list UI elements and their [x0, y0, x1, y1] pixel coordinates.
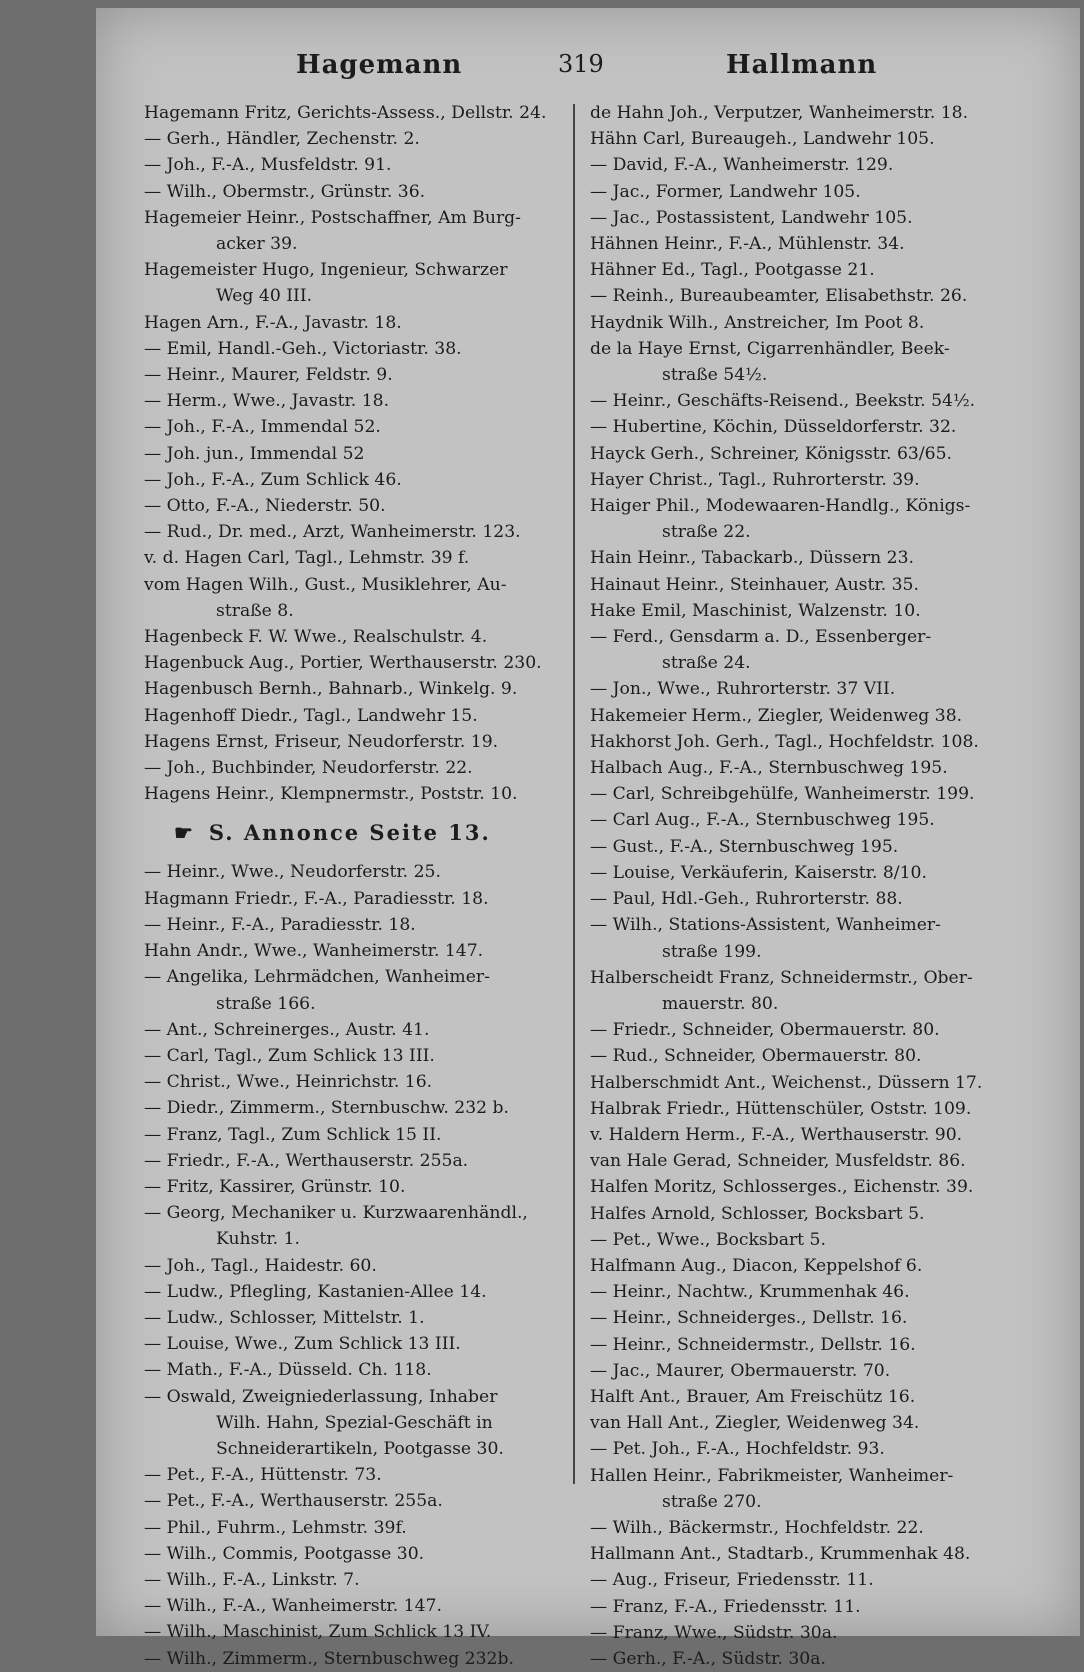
directory-entry: — Paul, Hdl.-Geh., Ruhrorterstr. 88.: [590, 889, 903, 910]
directory-entry: — Diedr., Zimmerm., Sternbuschw. 232 b.: [144, 1098, 509, 1119]
annonce-text: S. Annonce Seite 13.: [208, 820, 491, 846]
directory-entry: — Jac., Former, Landwehr 105.: [590, 181, 861, 202]
directory-entry: — Franz, Wwe., Südstr. 30a.: [590, 1622, 838, 1643]
directory-entry: Hahn Andr., Wwe., Wanheimerstr. 147.: [144, 941, 484, 962]
directory-entry: — Gust., F.-A., Sternbuschweg 195.: [590, 836, 899, 857]
directory-entry: Hayck Gerh., Schreiner, Königsstr. 63/65.: [590, 443, 952, 464]
entry-continuation: straße 166.: [216, 993, 316, 1014]
directory-entry: Halfmann Aug., Diacon, Keppelshof 6.: [590, 1255, 923, 1276]
directory-entry: Haydnik Wilh., Anstreicher, Im Poot 8.: [590, 312, 925, 333]
directory-entry: — David, F.-A., Wanheimerstr. 129.: [590, 155, 894, 176]
entry-continuation: Wilh. Hahn, Spezial-Geschäft in: [216, 1412, 493, 1433]
left-column: [144, 100, 576, 1672]
directory-entry: — Pet., F.-A., Hüttenstr. 73.: [144, 1465, 382, 1486]
page-header: [96, 44, 1080, 88]
directory-entry: — Louise, Verkäuferin, Kaiserstr. 8/10.: [590, 862, 927, 883]
directory-entry: — Pet., Wwe., Bocksbart 5.: [590, 1229, 826, 1250]
directory-entry: — Carl, Schreibgehülfe, Wanheimerstr. 199.: [590, 784, 975, 805]
right-column: [590, 100, 1030, 1672]
directory-entry: — Wilh., Obermstr., Grünstr. 36.: [144, 181, 426, 202]
directory-entry: Hagemann Fritz, Gerichts-Assess., Dellstr. 24.: [144, 103, 547, 123]
directory-entry: v. Haldern Herm., F.-A., Werthauserstr. 90.: [590, 1124, 963, 1145]
entry-continuation: straße 199.: [662, 941, 762, 962]
directory-page: [96, 8, 1080, 1669]
directory-entry: — Fritz, Kassirer, Grünstr. 10.: [144, 1176, 406, 1197]
directory-entry: — Rud., Dr. med., Arzt, Wanheimerstr. 123.: [144, 522, 521, 543]
directory-entry: — Joh. jun., Immendal 52: [144, 443, 365, 464]
left-entries-bottom: [144, 859, 576, 1671]
directory-entry: Hagens Heinr., Klempnermstr., Poststr. 10.: [144, 784, 518, 805]
directory-entry: van Hall Ant., Ziegler, Weidenweg 34.: [590, 1413, 920, 1434]
directory-entry: Hagenbusch Bernh., Bahnarb., Winkelg. 9.: [144, 679, 518, 700]
directory-entry: — Carl Aug., F.-A., Sternbuschweg 195.: [590, 810, 935, 831]
entry-continuation: acker 39.: [216, 234, 298, 255]
directory-entry: — Wilh., F.-A., Wanheimerstr. 147.: [144, 1596, 442, 1617]
directory-entry: — Joh., Buchbinder, Neudorferstr. 22.: [144, 758, 473, 779]
entry-continuation: Weg 40 III.: [216, 286, 313, 307]
directory-entry: — Otto, F.-A., Niederstr. 50.: [144, 496, 386, 517]
directory-entry: — Heinr., Nachtw., Krummenhak 46.: [590, 1282, 910, 1303]
entry-continuation: straße 22.: [662, 522, 751, 543]
directory-entry: Hähner Ed., Tagl., Pootgasse 21.: [590, 260, 875, 281]
directory-entry: — Aug., Friseur, Friedensstr. 11.: [590, 1570, 874, 1591]
directory-entry: Hain Heinr., Tabackarb., Düssern 23.: [590, 548, 914, 569]
directory-entry: Hagemeister Hugo, Ingenieur, Schwarzer: [144, 260, 508, 281]
directory-entry: — Math., F.-A., Düsseld. Ch. 118.: [144, 1360, 432, 1381]
directory-entry: Hähn Carl, Bureaugeh., Landwehr 105.: [590, 129, 935, 150]
directory-entry: — Heinr., Maurer, Feldstr. 9.: [144, 365, 393, 386]
directory-entry: — Ant., Schreinerges., Austr. 41.: [144, 1019, 430, 1040]
directory-entry: — Wilh., Bäckermstr., Hochfeldstr. 22.: [590, 1517, 924, 1538]
directory-entry: Halberschmidt Ant., Weichenst., Düssern 17.: [590, 1072, 983, 1093]
directory-entry: Hagenbuck Aug., Portier, Werthauserstr. 230.: [144, 653, 542, 674]
directory-entry: — Louise, Wwe., Zum Schlick 13 III.: [144, 1334, 461, 1355]
directory-entry: — Reinh., Bureaubeamter, Elisabethstr. 26.: [590, 286, 968, 307]
directory-entry: Hallmann Ant., Stadtarb., Krummenhak 48.: [590, 1544, 971, 1565]
directory-entry: Hakemeier Herm., Ziegler, Weidenweg 38.: [590, 705, 963, 726]
directory-entry: Halfen Moritz, Schlosserges., Eichenstr. 39.: [590, 1177, 974, 1198]
directory-entry: — Oswald, Zweigniederlassung, Inhaber: [144, 1386, 498, 1407]
entry-continuation: straße 270.: [662, 1491, 762, 1512]
directory-entry: Hagen Arn., F.-A., Javastr. 18.: [144, 312, 402, 333]
entry-continuation: Kuhstr. 1.: [216, 1229, 300, 1250]
directory-entry: — Wilh., Maschinist, Zum Schlick 13 IV.: [144, 1622, 492, 1643]
page-number: 319: [558, 50, 604, 78]
directory-entry: — Ludw., Schlosser, Mittelstr. 1.: [144, 1307, 425, 1328]
entry-continuation: Schneiderartikeln, Pootgasse 30.: [216, 1438, 504, 1459]
directory-entry: Hagens Ernst, Friseur, Neudorferstr. 19.: [144, 731, 499, 752]
directory-entry: — Jon., Wwe., Ruhrorterstr. 37 VII.: [590, 679, 896, 700]
directory-entry: — Wilh., F.-A., Linkstr. 7.: [144, 1569, 360, 1590]
directory-entry: — Heinr., Schneidermstr., Dellstr. 16.: [590, 1334, 916, 1355]
directory-entry: — Christ., Wwe., Heinrichstr. 16.: [144, 1072, 433, 1093]
directory-entry: Hagenhoff Diedr., Tagl., Landwehr 15.: [144, 705, 478, 726]
annonce-notice: [174, 817, 576, 849]
directory-entry: van Hale Gerad, Schneider, Musfeldstr. 86.: [590, 1151, 966, 1172]
left-entries-top: [144, 100, 576, 807]
directory-entry: — Ludw., Pflegling, Kastanien-Allee 14.: [144, 1281, 487, 1302]
directory-entry: v. d. Hagen Carl, Tagl., Lehmstr. 39 f.: [144, 548, 470, 569]
directory-entry: Hake Emil, Maschinist, Walzenstr. 10.: [590, 600, 921, 621]
entry-continuation: straße 8.: [216, 600, 294, 621]
directory-entry: — Wilh., Stations-Assistent, Wanheimer-: [590, 915, 941, 936]
directory-entry: — Gerh., F.-A., Südstr. 30a.: [590, 1648, 826, 1669]
directory-entry: — Franz, Tagl., Zum Schlick 15 II.: [144, 1124, 442, 1145]
directory-entry: — Friedr., Schneider, Obermauerstr. 80.: [590, 1020, 940, 1041]
directory-entry: — Phil., Fuhrm., Lehmstr. 39f.: [144, 1517, 407, 1538]
directory-entry: — Gerh., Händler, Zechenstr. 2.: [144, 129, 420, 150]
directory-entry: Halft Ant., Brauer, Am Freischütz 16.: [590, 1386, 916, 1407]
directory-entry: — Heinr., Geschäfts-Reisend., Beekstr. 54½.: [590, 391, 976, 412]
directory-entry: — Joh., Tagl., Haidestr. 60.: [144, 1255, 377, 1276]
directory-entry: Hallen Heinr., Fabrikmeister, Wanheimer-: [590, 1465, 954, 1486]
directory-entry: Halbrak Friedr., Hüttenschüler, Oststr. 109.: [590, 1098, 972, 1119]
header-last-entry: Hallmann: [726, 50, 878, 80]
directory-entry: — Wilh., Commis, Pootgasse 30.: [144, 1543, 425, 1564]
directory-entry: Halberscheidt Franz, Schneidermstr., Ober-: [590, 967, 973, 988]
directory-entry: — Wilh., Zimmerm., Sternbuschweg 232b.: [144, 1648, 514, 1669]
directory-entry: — Joh., F.-A., Zum Schlick 46.: [144, 469, 402, 490]
directory-entry: — Joh., F.-A., Immendal 52.: [144, 417, 381, 438]
directory-entry: Hähnen Heinr., F.-A., Mühlenstr. 34.: [590, 234, 905, 255]
directory-entry: de la Haye Ernst, Cigarrenhändler, Beek-: [590, 338, 950, 359]
directory-entry: — Pet., F.-A., Werthauserstr. 255a.: [144, 1491, 443, 1512]
entry-continuation: straße 54½.: [662, 365, 768, 386]
directory-entry: Halbach Aug., F.-A., Sternbuschweg 195.: [590, 758, 948, 779]
directory-entry: Hainaut Heinr., Steinhauer, Austr. 35.: [590, 574, 919, 595]
directory-entry: — Rud., Schneider, Obermauerstr. 80.: [590, 1046, 922, 1067]
right-entries: [590, 100, 1030, 1672]
directory-entry: — Hubertine, Köchin, Düsseldorferstr. 32.: [590, 417, 957, 438]
directory-entry: Hagemeier Heinr., Postschaffner, Am Burg-: [144, 207, 521, 228]
directory-entry: — Friedr., F.-A., Werthauserstr. 255a.: [144, 1150, 469, 1171]
entry-continuation: straße 24.: [662, 653, 751, 674]
directory-entry: — Herm., Wwe., Javastr. 18.: [144, 391, 390, 412]
directory-entry: — Jac., Postassistent, Landwehr 105.: [590, 207, 913, 228]
directory-entry: de Hahn Joh., Verputzer, Wanheimerstr. 18.: [590, 103, 969, 123]
directory-entry: — Carl, Tagl., Zum Schlick 13 III.: [144, 1045, 435, 1066]
header-first-entry: Hagemann: [296, 50, 463, 80]
directory-entry: — Georg, Mechaniker u. Kurzwaarenhändl.,: [144, 1203, 528, 1224]
directory-entry: Halfes Arnold, Schlosser, Bocksbart 5.: [590, 1203, 925, 1224]
directory-entry: — Emil, Handl.-Geh., Victoriastr. 38.: [144, 338, 462, 359]
directory-entry: — Heinr., Schneiderges., Dellstr. 16.: [590, 1308, 908, 1329]
directory-entry: — Heinr., Wwe., Neudorferstr. 25.: [144, 862, 441, 883]
directory-entry: — Jac., Maurer, Obermauerstr. 70.: [590, 1360, 891, 1381]
directory-entry: Haiger Phil., Modewaaren-Handlg., Königs-: [590, 496, 971, 517]
directory-entry: — Ferd., Gensdarm a. D., Essenberger-: [590, 627, 932, 648]
directory-entry: Hagmann Friedr., F.-A., Paradiesstr. 18.: [144, 888, 489, 909]
pointing-hand-icon: ☛: [174, 820, 195, 846]
directory-entry: Hakhorst Joh. Gerh., Tagl., Hochfeldstr. 108.: [590, 731, 979, 752]
directory-entry: Hayer Christ., Tagl., Ruhrorterstr. 39.: [590, 469, 920, 490]
directory-entry: — Heinr., F.-A., Paradiesstr. 18.: [144, 914, 416, 935]
directory-entry: — Joh., F.-A., Musfeldstr. 91.: [144, 155, 392, 176]
directory-entry: Hagenbeck F. W. Wwe., Realschulstr. 4.: [144, 627, 488, 648]
directory-entry: — Pet. Joh., F.-A., Hochfeldstr. 93.: [590, 1439, 885, 1460]
directory-entry: vom Hagen Wilh., Gust., Musiklehrer, Au-: [144, 574, 507, 595]
entry-continuation: mauerstr. 80.: [662, 993, 779, 1014]
directory-entry: — Angelika, Lehrmädchen, Wanheimer-: [144, 967, 490, 988]
directory-entry: — Franz, F.-A., Friedensstr. 11.: [590, 1596, 861, 1617]
